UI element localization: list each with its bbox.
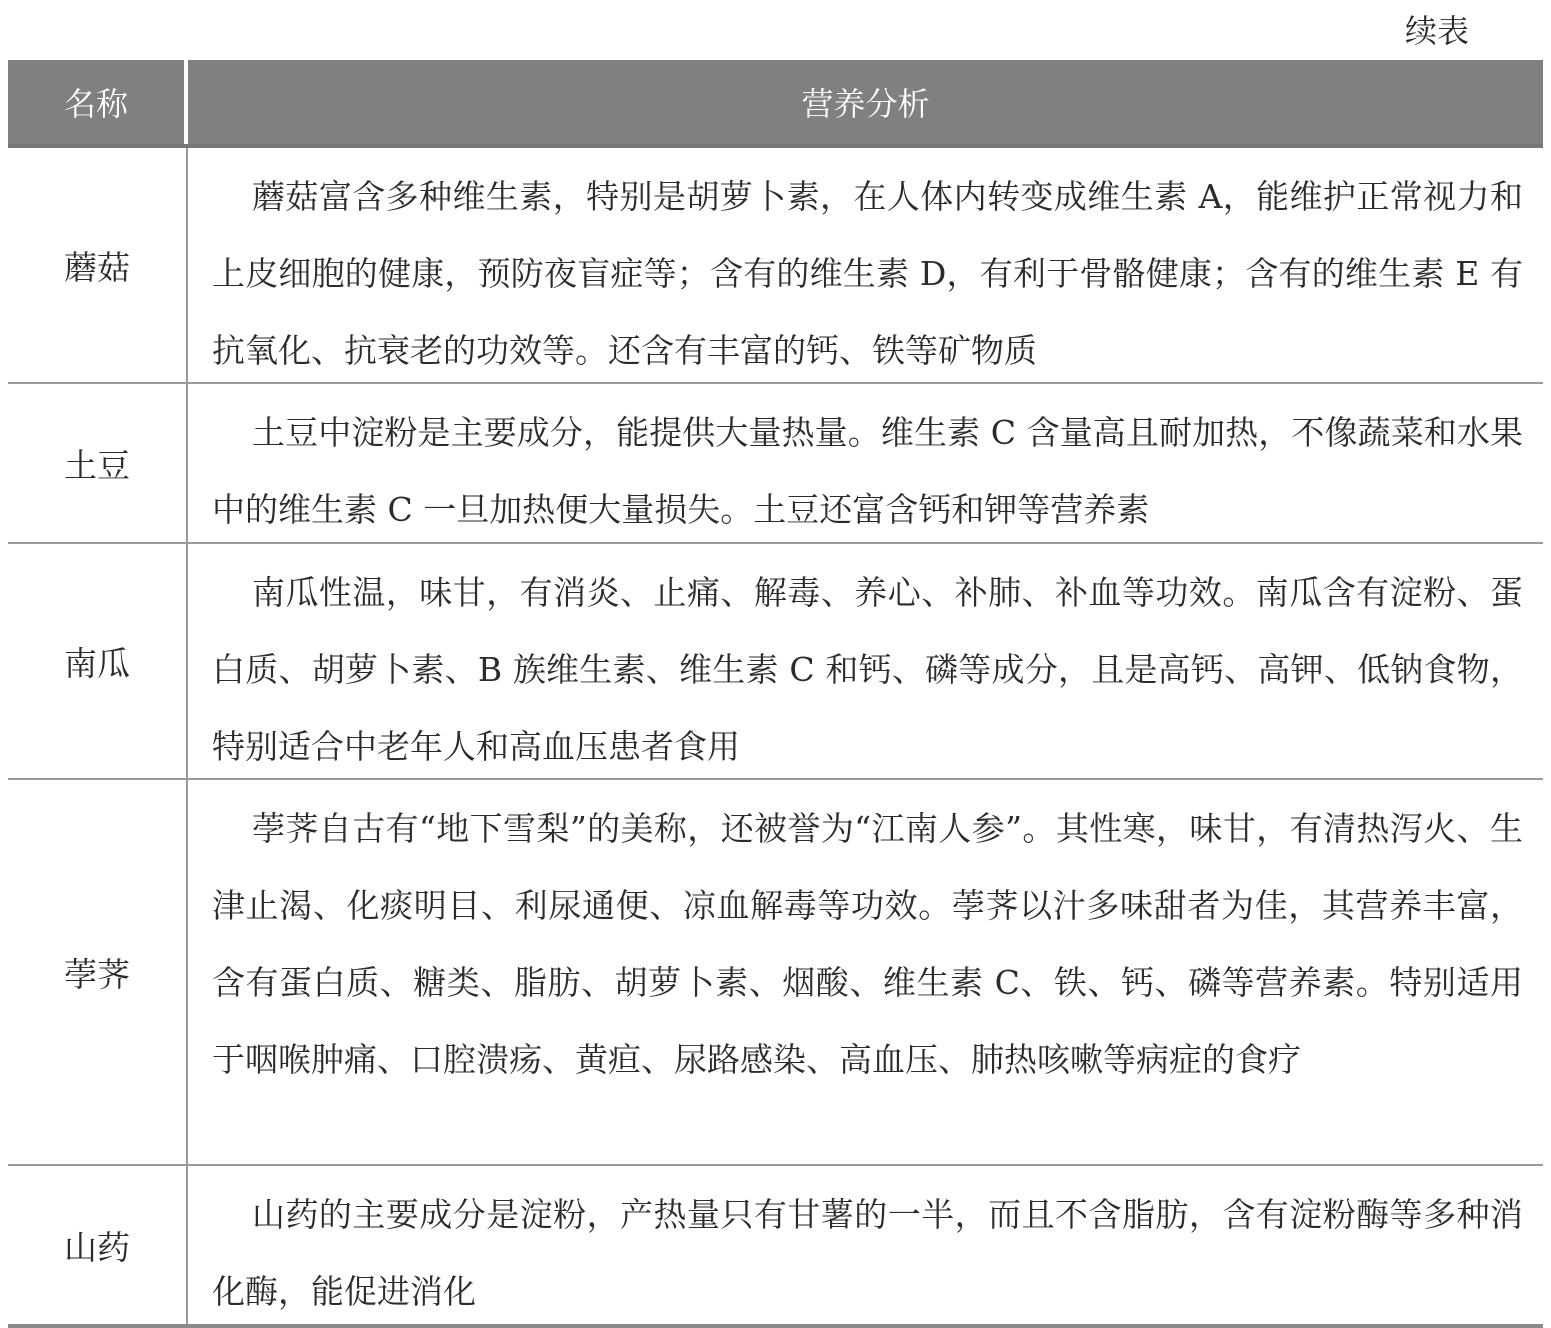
row-analysis: 荸荠自古有“地下雪梨”的美称，还被誉为“江南人参”。其性寒，味甘，有清热泻火、生津止渴、化痰明目、利尿通便、凉血解毒等功效。荸荠以汁多味甜者为佳，其营养丰富，含有蛋白质、糖类、脂肪、胡萝卜素、烟酸、维生素 C、铁、钙、磷等营养素。特别适用于咽喉肿痛、口腔溃疡、黄疸、尿路感染、高血压、肺热咳嗽等病症的食疗	[212, 809, 1523, 1079]
row-name: 荸荠	[8, 780, 188, 1164]
header-name: 名称	[8, 60, 188, 144]
table-row	[8, 384, 1543, 544]
row-name: 蘑菇	[8, 148, 188, 382]
table-row	[8, 780, 1543, 1166]
table-header	[8, 60, 1543, 148]
row-name: 山药	[8, 1166, 188, 1324]
row-analysis: 土豆中淀粉是主要成分，能提供大量热量。维生素 C 含量高且耐加热，不像蔬菜和水果中的维生素 C 一旦加热便大量损失。土豆还富含钙和钾等营养素	[212, 413, 1523, 529]
row-analysis: 山药的主要成分是淀粉，产热量只有甘薯的一半，而且不含脂肪，含有淀粉酶等多种消化酶，能促进消化	[212, 1195, 1523, 1311]
header-analysis: 营养分析	[188, 60, 1543, 144]
nutrition-table	[8, 60, 1543, 1328]
row-analysis: 蘑菇富含多种维生素，特别是胡萝卜素，在人体内转变成维生素 A，能维护正常视力和上皮细胞的健康，预防夜盲症等；含有的维生素 D，有利于骨骼健康；含有的维生素 E 有抗氧化、抗衰老的功效等。还含有丰富的钙、铁等矿物质	[212, 177, 1523, 370]
table-row	[8, 1166, 1543, 1328]
table-row	[8, 544, 1543, 780]
table-continued-caption: 续表	[1404, 12, 1469, 50]
row-analysis: 南瓜性温，味甘，有消炎、止痛、解毒、养心、补肺、补血等功效。南瓜含有淀粉、蛋白质、胡萝卜素、B 族维生素、维生素 C 和钙、磷等成分，且是高钙、高钾、低钠食物，特别适合中老年人和高血压患者食用	[212, 573, 1523, 766]
row-name: 南瓜	[8, 544, 188, 778]
row-name: 土豆	[8, 384, 188, 542]
table-row	[8, 148, 1543, 384]
